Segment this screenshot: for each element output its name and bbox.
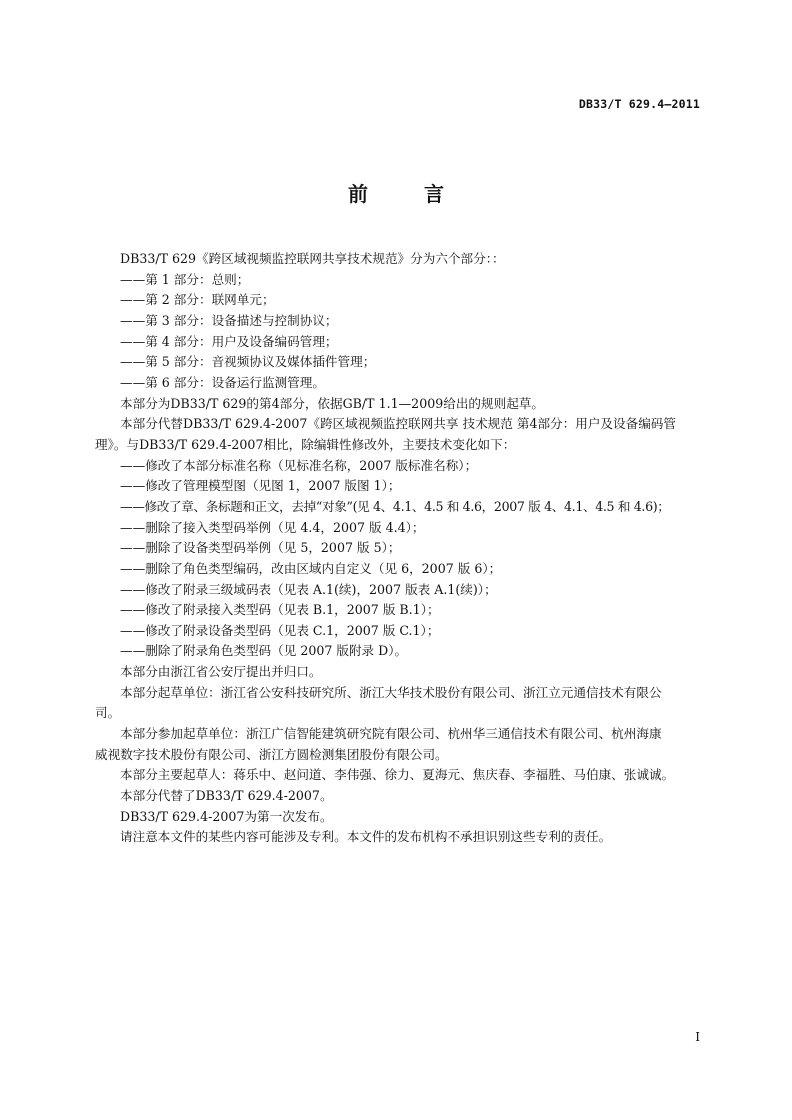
- drafting-unit-line-1: 本部分起草单位：浙江省公安科技研究所、浙江大华技术股份有限公司、浙江立元通信技术有限公: [120, 684, 662, 700]
- change-list-item: ——修改了章、条标题和正文，去掉“对象”(见 4、4.1、4.5 和 4.6，2007 版 4、4.1、4.5 和 4.6)；: [120, 498, 670, 514]
- change-list-item: ——删除了设备类型码举例（见 5，2007 版 5）；: [120, 540, 401, 556]
- patent-note-paragraph: 请注意本文件的某些内容可能涉及专利。本文件的发布机构不承担识别这些专利的责任。: [120, 829, 612, 845]
- change-list-item: ——修改了附录三级域码表（见表 A.1(续)，2007 版表 A.1(续)）；: [120, 581, 497, 597]
- intro-paragraph: DB33/T 629《跨区域视频监控联网共享技术规范》分为六个部分：：: [120, 251, 505, 266]
- participating-unit-line-1: 本部分参加起草单位：浙江广信智能建筑研究院有限公司、杭州华三通信技术有限公司、杭州海康: [120, 726, 662, 742]
- part-list-item: ——第 3 部分：设备描述与控制协议；: [120, 312, 338, 328]
- drafting-rule-paragraph: 本部分为DB33/T 629的第4部分，依据GB/T 1.1—2009给出的规则起草。: [120, 395, 544, 411]
- change-list-item: ——删除了接入类型码举例（见 4.4，2007 版 4.4）；: [120, 519, 425, 535]
- change-list-item: ——修改了管理模型图（见图 1，2007 版图 1）；: [120, 478, 401, 494]
- change-list-item: ——删除了附录角色类型码（见 2007 版附录 D）。: [120, 643, 408, 659]
- replace-paragraph-line-1: 本部分代替DB33/T 629.4-2007《跨区域视频监控联网共享 技术规范 第4部分：用户及设备编码管: [120, 416, 676, 432]
- part-list-item: ——第 6 部分：设备运行监测管理。: [120, 374, 325, 390]
- proposer-paragraph: 本部分由浙江省公安厅提出并归口。: [120, 664, 322, 680]
- title-char-2: 言: [424, 182, 444, 206]
- replace-paragraph-line-2: 理》。与DB33/T 629.4-2007相比，除编辑性修改外，主要技术变化如下：: [95, 436, 516, 452]
- part-list-item: ——第 4 部分：用户及设备编码管理；: [120, 333, 338, 349]
- participating-unit-line-2: 威视数字技术股份有限公司、浙江方圆检测集团股份有限公司。: [95, 746, 448, 762]
- page-title: [0, 178, 792, 207]
- page-number: I: [695, 1030, 700, 1044]
- part-list-item: ——第 2 部分：联网单元；: [120, 292, 275, 308]
- drafting-unit-line-2: 司。: [95, 705, 121, 721]
- foreword-body: [95, 249, 717, 848]
- title-char-1: 前: [348, 182, 368, 206]
- change-list-item: ——修改了附录设备类型码（见表 C.1，2007 版 C.1）；: [120, 622, 440, 638]
- change-list-item: ——删除了角色类型编码，改由区域内自定义（见 6，2007 版 6）；: [120, 560, 502, 576]
- supersedes-paragraph: 本部分代替了DB33/T 629.4-2007。: [120, 788, 333, 804]
- part-list-item: ——第 1 部分：总则；: [120, 271, 250, 287]
- document-code: DB33/T 629.4—2011: [578, 97, 700, 111]
- part-list-item: ——第 5 部分：音视频协议及媒体插件管理；: [120, 354, 376, 370]
- change-list-item: ——修改了附录接入类型码（见表 B.1，2007 版 B.1）；: [120, 602, 440, 618]
- change-list-item: ——修改了本部分标准名称（见标准名称，2007 版标准名称）；: [120, 457, 478, 473]
- drafters-paragraph: 本部分主要起草人：蒋乐中、赵问道、李伟强、徐力、夏海元、焦庆春、李福胜、马伯康、张诚诚。: [120, 767, 675, 783]
- first-release-paragraph: DB33/T 629.4-2007为第一次发布。: [120, 808, 333, 824]
